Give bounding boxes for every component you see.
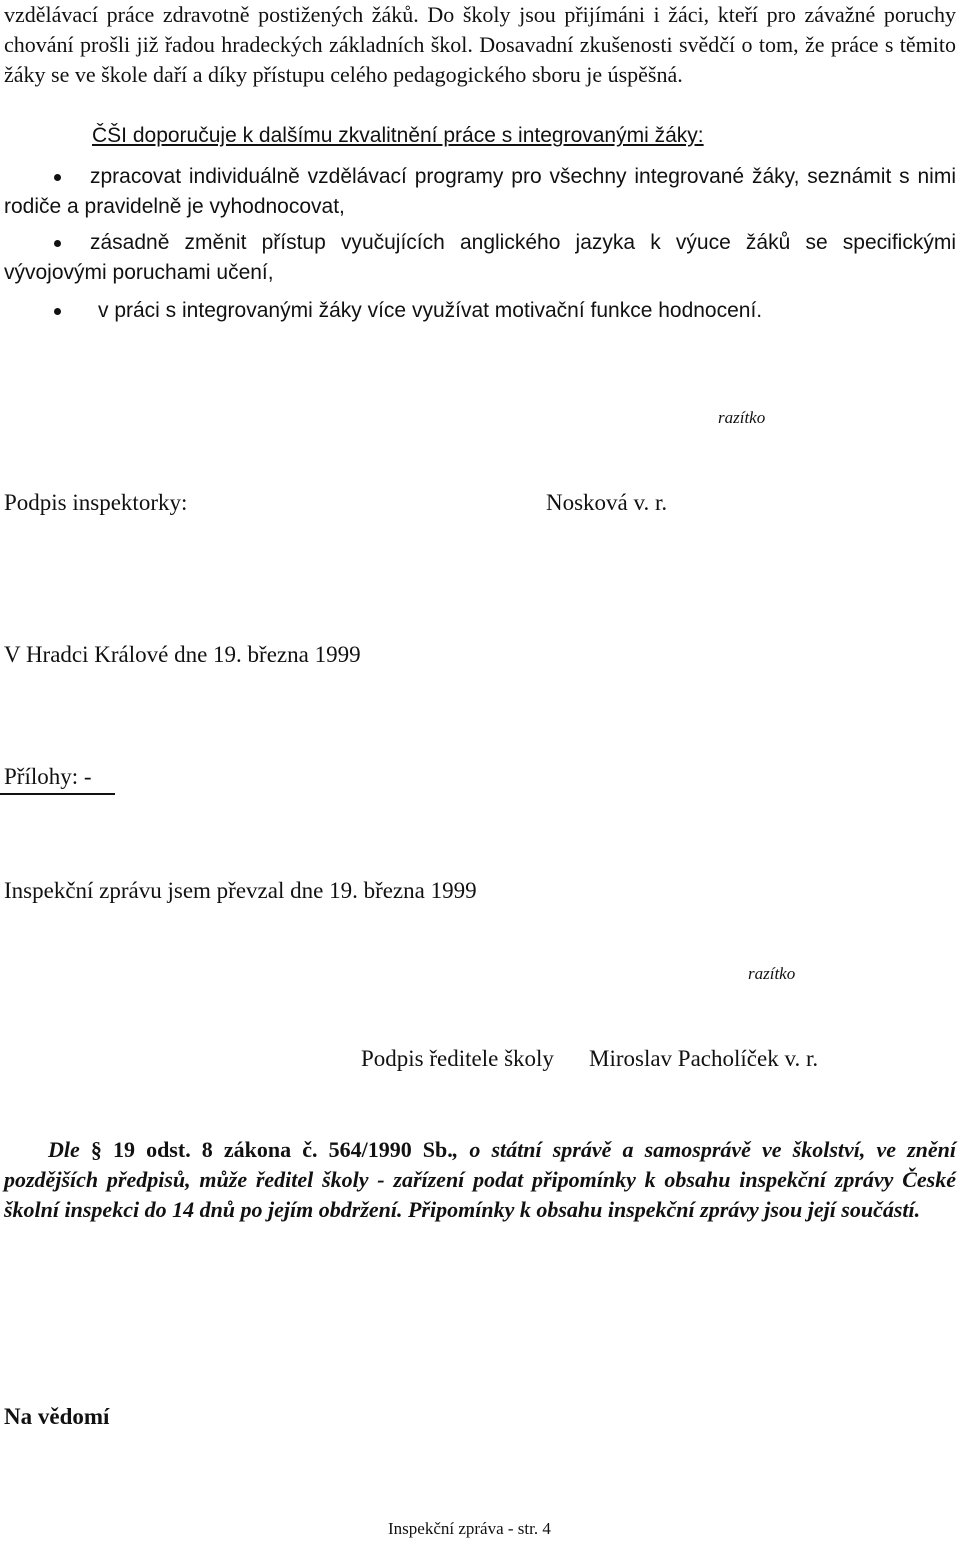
attachments-underline — [0, 793, 115, 795]
bullet-icon — [54, 174, 61, 181]
recommendation-text: zásadně změnit přístup vyučujících anglického jazyka k výuce žáků se specifickými vývojovými poruchami učení, — [4, 231, 956, 284]
place-date: V Hradci Králové dne 19. března 1999 — [4, 642, 361, 667]
stamp-label: razítko — [718, 408, 766, 427]
recommendation-text: zpracovat individuálně vzdělávací programy pro všechny integrované žáky, seznámit s nimi rodiče a pravidelně je vyhodnocovat, — [4, 165, 956, 218]
recommendation-item — [4, 228, 956, 288]
recommendation-text: v práci s integrovanými žáky více využívat motivační funkce hodnocení. — [98, 299, 763, 322]
legal-notice — [4, 1135, 956, 1225]
page-footer: Inspekční zpráva - str. 4 — [388, 1519, 551, 1538]
inspector-name: Nosková v. r. — [546, 490, 668, 515]
recommendation-item — [4, 162, 956, 222]
bullet-icon — [54, 240, 61, 247]
attachments-line: Přílohy: - — [4, 764, 92, 789]
director-signature-label: Podpis ředitele školy — [361, 1046, 554, 1071]
received-line: Inspekční zprávu jsem převzal dne 19. března 1999 — [4, 878, 477, 903]
recommendation-item — [4, 296, 956, 326]
bullet-icon — [54, 308, 61, 315]
section-sign: § — [90, 1137, 102, 1162]
legal-notice-body: , o státní správě a samosprávě ve školství, ve znění pozdějších předpisů, může ředitel školy - zařízení podat připomínky k obsahu inspekční zprávy České školní inspekci do 14 dnů po jejím obdržení. Připomínky k obsahu inspekční zprávy jsou její součástí. — [4, 1137, 957, 1222]
legal-notice-lead: Dle — [48, 1137, 91, 1162]
legal-reference: 19 odst. 8 zákona č. 564/1990 Sb. — [101, 1137, 453, 1162]
director-name: Miroslav Pacholíček v. r. — [589, 1046, 819, 1071]
stamp-label: razítko — [748, 964, 796, 983]
intro-paragraph: vzdělávací práce zdravotně postižených žáků. Do školy jsou přijímáni i žáci, kteří pro závažné poruchy chování prošli již řadou hradeckých základních škol. Dosavadní zkušenosti svědčí o tom, že práce s těmito žáky se ve škole daří a díky přístupu celého pedagogického sboru je úspěšná. — [4, 2, 956, 87]
inspector-signature-label: Podpis inspektorky: — [4, 490, 188, 515]
recommendation-heading: ČŠI doporučuje k dalšímu zkvalitnění práce s integrovanými žáky: — [92, 124, 704, 147]
distribution-heading: Na vědomí — [4, 1404, 110, 1429]
